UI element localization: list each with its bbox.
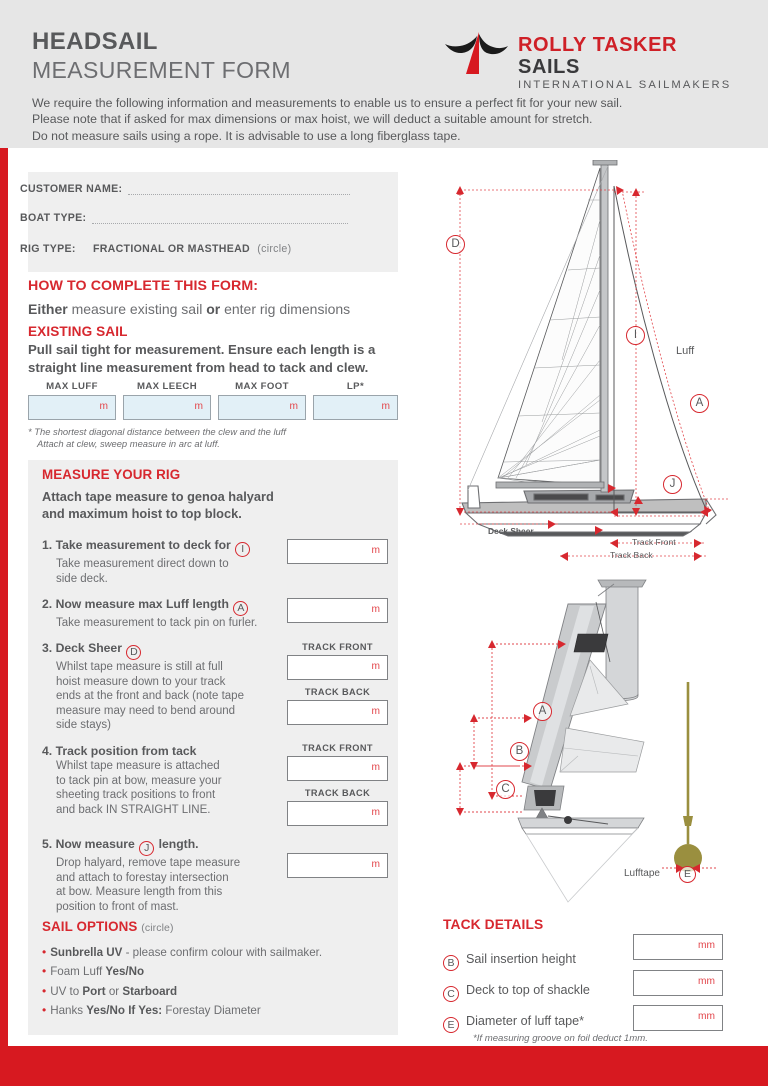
lufftape-label: Lufftape [624, 868, 660, 879]
tack-details-heading: TACK DETAILS [443, 917, 544, 932]
boom [496, 482, 604, 488]
page-title-line1: HEADSAIL [32, 28, 158, 55]
either-end: enter rig dimensions [220, 301, 351, 317]
rig-step-4-track-front-label: TRACK FRONT [302, 743, 373, 753]
page-title-line2: MEASUREMENT FORM [32, 57, 291, 83]
rig-step-3-body-line2: hoist measure down to your track [56, 675, 226, 688]
sail-option-foam-luff-choice[interactable]: Yes/No [105, 965, 145, 979]
boat-dim-circle-i: I [626, 326, 645, 345]
page-title [32, 28, 291, 84]
tack-row-e-label: Diameter of luff tape* [466, 1014, 585, 1028]
rig-step-1-unit: m [371, 545, 380, 556]
sail-options-list [42, 943, 387, 1021]
lp-footnote [28, 426, 398, 451]
rig-step-3-num: 3. [42, 641, 53, 655]
intro-line-3: Do not measure sails using a rope. It is advisable to use a long fiberglass tape. [32, 128, 461, 143]
deck [518, 816, 644, 834]
boat-type-row [20, 212, 348, 224]
measure-rig-subtext [42, 488, 342, 522]
boat-rig-svg [438, 160, 768, 572]
rig-step-4-body-line4: and back IN STRAIGHT LINE. [56, 803, 211, 816]
rig-step-1-head [42, 537, 287, 557]
rig-step-5-num: 5. [42, 837, 53, 851]
rig-type-row [20, 243, 291, 255]
rig-step-3-body-line1: Whilst tape measure is still at full [56, 661, 223, 673]
rig-step-4-body-line1: Whilst tape measure is attached [56, 760, 220, 772]
how-to-heading: HOW TO COMPLETE THIS FORM: [28, 278, 259, 294]
rig-step-5-input[interactable] [287, 853, 388, 878]
tack-detail-svg [438, 576, 768, 906]
rig-step-3 [42, 640, 292, 733]
either-word: Either [28, 301, 68, 317]
rig-step-3-track-front-unit: m [371, 661, 380, 672]
sail-option-foam-luff[interactable] [42, 962, 387, 981]
boat-type-label: BOAT TYPE: [20, 212, 87, 224]
either-instruction [28, 300, 350, 319]
max-foot-label: MAX FOOT [235, 381, 289, 392]
rig-step-4-body [42, 759, 292, 817]
rig-step-4-body-line2: to tack pin at bow, measure your [56, 774, 222, 787]
rig-step-3-head [42, 640, 292, 660]
tack-row-c-label: Deck to top of shackle [466, 983, 590, 997]
rig-step-5-unit: m [371, 859, 380, 870]
rig-step-3-track-back-label: TRACK BACK [304, 687, 371, 697]
lufftape-detail [674, 682, 702, 872]
lp-footnote-line2: Attach at clew, sweep measure in arc at luff. [37, 438, 220, 450]
rig-type-label: RIG TYPE: [20, 243, 76, 255]
rig-step-2-body [42, 616, 294, 631]
sail-option-hanks-ifyes: If Yes: [128, 1004, 163, 1018]
rig-step-2-head [42, 596, 294, 616]
rig-step-5-body-line3: at bow. Measure length from this [56, 886, 223, 899]
rig-step-5-body [42, 856, 292, 914]
rig-step-2-num: 2. [42, 597, 53, 611]
tack-circle-b: B [443, 955, 459, 971]
existing-sail-line2: straight line measurement from head to tack and clew. [28, 359, 369, 375]
intro-paragraph [32, 95, 738, 144]
rig-step-2-circle-a: A [233, 601, 248, 616]
rig-step-3-title: Deck Sheer [55, 641, 122, 655]
customer-name-label: CUSTOMER NAME: [20, 183, 123, 195]
tack-dim-circle-b: B [510, 742, 529, 761]
rig-step-1-num: 1. [42, 538, 53, 552]
rig-step-4-track-back-input[interactable] [287, 801, 388, 826]
tack-row-b-input[interactable] [633, 934, 723, 960]
rig-step-1-body-line2: side deck. [56, 572, 108, 585]
bullet-icon: • [42, 1003, 47, 1018]
rig-step-3-track-front-label: TRACK FRONT [302, 642, 373, 652]
logo-word-rolly-tasker: ROLLY TASKER [518, 34, 678, 56]
lp-label: LP* [346, 381, 365, 392]
tack-dim-circle-e: E [679, 866, 696, 883]
boat-track-back-label: Track Back [610, 550, 653, 560]
sail-option-forestay-diameter[interactable]: Forestay Diameter [162, 1004, 261, 1018]
max-leech-unit: m [194, 401, 203, 412]
existing-sail-heading: EXISTING SAIL [28, 324, 128, 339]
rolly-tasker-bird-sail-mark [441, 30, 511, 80]
rig-step-4-num: 4. [42, 744, 53, 758]
boat-deck-sheer-label: Deck Sheer [488, 526, 534, 536]
logo-word-sails: SAILS [518, 56, 580, 78]
measure-rig-heading: MEASURE YOUR RIG [42, 467, 181, 482]
tack-circle-c: C [443, 986, 459, 1002]
either-mid: measure existing sail [67, 301, 207, 317]
lp-unit: m [381, 401, 390, 412]
rig-type-circle-note: (circle) [257, 243, 292, 255]
rig-step-3-track-back-unit: m [371, 706, 380, 717]
tack-row-b-unit: mm [698, 940, 715, 951]
existing-sail-line1: Pull sail tight for measurement. Ensure each length is a [28, 342, 376, 357]
max-foot-input[interactable] [218, 395, 306, 420]
max-leech-input[interactable] [123, 395, 211, 420]
rig-step-3-body-line5: side stays) [56, 719, 111, 732]
max-luff-unit: m [99, 401, 108, 412]
boat-type-input[interactable] [92, 213, 348, 224]
lp-input[interactable] [313, 395, 398, 420]
rig-step-4-body-line3: sheeting track positions to front [56, 789, 216, 802]
customer-name-input[interactable] [128, 184, 350, 195]
rig-step-4-head [42, 743, 292, 759]
max-luff-label: MAX LUFF [46, 381, 98, 392]
rig-step-1-body [42, 557, 287, 586]
rig-step-4-track-back-label: TRACK BACK [304, 788, 371, 798]
sail-option-uv-side[interactable] [42, 982, 387, 1001]
rig-step-1-body-line1: Take measurement direct down to [56, 558, 229, 570]
bullet-icon: • [42, 964, 47, 979]
boat-dim-circle-d: D [446, 235, 465, 254]
sail-option-foam-luff-label: Foam Luff [50, 965, 106, 979]
rig-step-4-track-back-unit: m [371, 807, 380, 818]
sail-option-hanks[interactable] [42, 1001, 387, 1020]
rig-type-options[interactable]: FRACTIONAL OR MASTHEAD [92, 243, 251, 255]
tack-row-e-unit: mm [698, 1011, 715, 1022]
rig-step-5-circle-j: J [139, 841, 154, 856]
rig-step-3-track-front-input[interactable] [287, 655, 388, 680]
rig-step-5-body-line2: and attach to forestay intersection [56, 871, 229, 884]
bottom-red-bar [0, 1046, 768, 1086]
bullet-icon: • [42, 945, 47, 959]
rig-step-1-title: Take measurement to deck for [55, 538, 231, 552]
boat-rig-diagram [438, 160, 768, 572]
measure-rig-sub-line2: and maximum hoist to top block. [42, 506, 242, 521]
rig-step-2-input[interactable] [287, 598, 388, 623]
customer-name-row [20, 183, 350, 195]
sail-option-hanks-choice[interactable]: Yes/No [86, 1004, 125, 1018]
company-logo [441, 30, 736, 91]
rig-step-1-input[interactable] [287, 539, 388, 564]
rig-step-2-unit: m [371, 604, 380, 615]
boat-luff-label: Luff [676, 345, 695, 357]
page-header [0, 0, 768, 148]
rig-step-2 [42, 596, 294, 631]
rig-step-4-title: Track position from tack [55, 744, 197, 758]
rig-step-5-title-end: length. [158, 837, 199, 851]
rig-step-2-body-line1: Take measurement to tack pin on furler. [56, 617, 258, 629]
existing-sail-field-labels [28, 381, 398, 393]
max-leech-label: MAX LEECH [136, 381, 198, 392]
deck-guide [526, 828, 638, 902]
rig-step-5 [42, 836, 292, 914]
max-foot-unit: m [289, 401, 298, 412]
sail-option-uv-label: UV to [50, 984, 83, 998]
measure-rig-sub-line1: Attach tape measure to genoa halyard [42, 489, 274, 504]
boat-track-front-label: Track Front [632, 537, 676, 547]
sail-lower [560, 728, 644, 772]
rig-step-5-body-line4: position to front of mast. [56, 900, 179, 913]
tack-circle-e: E [443, 1017, 459, 1033]
left-red-stripe [0, 148, 8, 1046]
boat-dim-circle-j: J [663, 475, 682, 494]
intro-line-1: We require the following information and measurements to enable us to ensure a perfect fit for your new sail. [32, 96, 623, 110]
furler-drum [524, 786, 564, 822]
tack-row-c-input[interactable] [633, 970, 723, 996]
upper-collar [574, 634, 608, 652]
rig-step-5-body-line1: Drop halyard, remove tape measure [56, 857, 241, 869]
rig-step-2-title: Now measure max Luff length [55, 597, 229, 611]
existing-sail-inputs [28, 395, 398, 421]
sail-options-heading [42, 919, 174, 934]
sail-option-uv-starboard[interactable]: Starboard [122, 984, 178, 998]
sail-options-title: SAIL OPTIONS [42, 919, 138, 934]
rig-step-5-title: Now measure [55, 837, 135, 851]
rig-step-4 [42, 743, 292, 817]
tack-row-b [443, 950, 643, 971]
sail-option-uv-or: or [105, 984, 123, 998]
logo-company-name [518, 34, 736, 78]
tack-detail-diagram [438, 576, 768, 906]
tack-row-b-label: Sail insertion height [466, 952, 576, 966]
tack-details-note: *If measuring groove on foil deduct 1mm. [473, 1033, 648, 1044]
rig-step-4-track-front-unit: m [371, 762, 380, 773]
sail-option-sunbrella-rest: - please confirm colour with sailmaker. [122, 946, 323, 959]
tack-dim-circle-a: A [533, 702, 552, 721]
rig-step-3-body-line3: ends at the front and back (note tape [56, 690, 244, 703]
rig-step-3-track-back-input[interactable] [287, 700, 388, 725]
bullet-icon: • [42, 983, 47, 998]
tack-row-c-unit: mm [698, 976, 715, 987]
sail-option-hanks-label: Hanks [50, 1004, 87, 1018]
max-luff-input[interactable] [28, 395, 116, 420]
sail-option-sunbrella-label: Sunbrella UV [50, 946, 123, 959]
tack-dim-circle-c: C [496, 780, 515, 799]
existing-sail-instructions [28, 341, 390, 376]
intro-line-2: Please note that if asked for max dimensions or max hoist, we will deduct a suitable amount for stretch. [32, 112, 593, 127]
rig-step-1-circle-i: I [235, 542, 250, 557]
rig-step-5-head [42, 836, 292, 856]
sail-options-circle-note: (circle) [141, 922, 174, 934]
or-word: or [206, 301, 221, 317]
tack-row-c [443, 981, 643, 1002]
rig-step-4-track-front-input[interactable] [287, 756, 388, 781]
lp-footnote-line1: * The shortest diagonal distance between the clew and the luff [28, 426, 286, 437]
tack-row-e-input[interactable] [633, 1005, 723, 1031]
tack-row-c-label-wrap [443, 981, 643, 1002]
rig-step-3-body-line4: measure may need to bend around [56, 704, 236, 717]
logo-tagline: INTERNATIONAL SAILMAKERS [518, 79, 732, 91]
sail-option-sunbrella[interactable] [42, 943, 387, 962]
tack-row-e [443, 1012, 643, 1033]
boat-dim-circle-a: A [690, 394, 709, 413]
sail-option-uv-port[interactable]: Port [82, 984, 106, 998]
rig-step-3-circle-d: D [126, 645, 141, 660]
rig-step-3-body [42, 660, 292, 733]
tack-row-e-label-wrap [443, 1012, 643, 1033]
rig-step-1 [42, 537, 287, 586]
tack-row-b-label-wrap [443, 950, 643, 971]
logo-wordmark [518, 34, 736, 92]
